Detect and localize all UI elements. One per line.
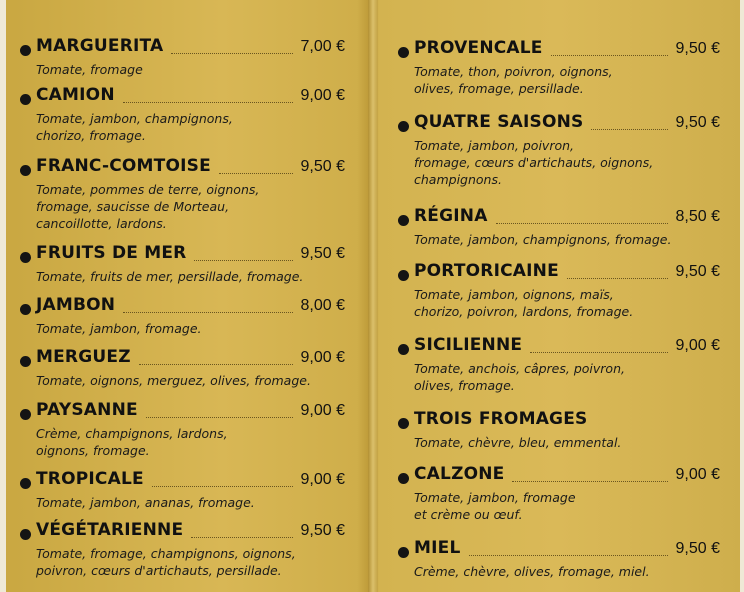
bullet-icon [20, 45, 31, 56]
dot-leader [567, 278, 668, 279]
bullet-icon [398, 344, 409, 355]
item-name: TROIS FROMAGES [414, 409, 588, 429]
menu-item [20, 243, 345, 285]
item-description: Crème, chèvre, olives, fromage, miel. [414, 564, 650, 579]
item-name: TROPICALE [36, 469, 144, 489]
bullet-icon [398, 473, 409, 484]
bullet-icon [20, 94, 31, 105]
dot-leader [496, 223, 668, 224]
item-description: Tomate, chèvre, bleu, emmental. [414, 435, 622, 450]
item-description: Tomate, jambon, fromage et crème ou œuf. [414, 490, 576, 522]
item-name: FRANC-COMTOISE [36, 156, 211, 176]
dot-leader [152, 486, 293, 487]
menu-item [20, 347, 345, 389]
page-edge-left [0, 0, 6, 592]
dot-leader [591, 129, 667, 130]
bullet-icon [20, 478, 31, 489]
bullet-icon [20, 409, 31, 420]
bullet-icon [398, 215, 409, 226]
item-description: Tomate, fromage, champignons, oignons, poivron, cœurs d'artichauts, persillade. [36, 546, 296, 578]
item-description: Tomate, jambon, ananas, fromage. [36, 495, 255, 510]
item-name: MIEL [414, 538, 461, 558]
item-description: Tomate, thon, poivron, oignons, olives, fromage, persillade. [414, 64, 613, 96]
menu-item [20, 469, 345, 511]
bullet-icon [398, 418, 409, 429]
bullet-icon [398, 547, 409, 558]
menu-item [20, 85, 345, 144]
menu-fold [368, 0, 378, 592]
item-name: QUATRE SAISONS [414, 112, 584, 132]
item-price: 9,50 € [675, 40, 720, 57]
item-price: 8,00 € [300, 297, 345, 314]
item-description: Tomate, fromage [36, 62, 143, 77]
bullet-icon [398, 121, 409, 132]
item-price: 9,50 € [300, 158, 345, 175]
bullet-icon [398, 270, 409, 281]
item-description: Tomate, anchois, câpres, poivron, olives, fromage. [414, 361, 625, 393]
item-name: MARGUERITA [36, 36, 164, 56]
menu-item [398, 261, 720, 320]
item-price: 9,50 € [675, 114, 720, 131]
menu-item [398, 538, 720, 580]
item-price: 9,50 € [675, 263, 720, 280]
bullet-icon [20, 356, 31, 367]
menu-item [398, 335, 720, 394]
item-description: Tomate, fruits de mer, persillade, fromage. [36, 269, 304, 284]
dot-leader [191, 537, 292, 538]
menu-item [20, 36, 345, 78]
menu-item [398, 112, 720, 188]
menu-item [398, 409, 720, 451]
bullet-icon [20, 165, 31, 176]
bullet-icon [20, 304, 31, 315]
item-description: Tomate, jambon, champignons, chorizo, fromage. [36, 111, 233, 143]
bullet-icon [398, 47, 409, 58]
dot-leader [123, 312, 292, 313]
item-name: PORTORICAINE [414, 261, 559, 281]
dot-leader [219, 173, 293, 174]
item-description: Tomate, pommes de terre, oignons, fromage, saucisse de Morteau, cancoillotte, lardons. [36, 182, 260, 231]
menu-item [20, 400, 345, 459]
item-price: 9,00 € [675, 337, 720, 354]
dot-leader [530, 352, 667, 353]
item-name: SICILIENNE [414, 335, 523, 355]
item-description: Tomate, jambon, poivron, fromage, cœurs d'artichauts, oignons, champignons. [414, 138, 654, 187]
item-name: CAMION [36, 85, 115, 105]
menu-item [398, 38, 720, 97]
item-price: 9,50 € [300, 522, 345, 539]
item-description: Tomate, jambon, oignons, maïs, chorizo, poivron, lardons, fromage. [414, 287, 634, 319]
menu-item [398, 206, 720, 248]
item-description: Tomate, jambon, fromage. [36, 321, 202, 336]
item-price: 9,50 € [300, 245, 345, 262]
item-price: 9,00 € [675, 466, 720, 483]
menu-item [20, 295, 345, 337]
dot-leader [194, 260, 292, 261]
item-price: 7,00 € [300, 38, 345, 55]
dot-leader [139, 364, 293, 365]
item-price: 8,50 € [675, 208, 720, 225]
item-description: Tomate, oignons, merguez, olives, fromage. [36, 373, 311, 388]
dot-leader [146, 417, 293, 418]
dot-leader [551, 55, 668, 56]
item-name: MERGUEZ [36, 347, 131, 367]
menu-item [20, 520, 345, 579]
menu-item [398, 464, 720, 523]
item-price: 9,00 € [300, 471, 345, 488]
page-edge-right [740, 0, 744, 592]
item-price: 9,00 € [300, 87, 345, 104]
item-name: FRUITS DE MER [36, 243, 187, 263]
item-name: JAMBON [36, 295, 116, 315]
item-name: RÉGINA [414, 206, 488, 226]
bullet-icon [20, 252, 31, 263]
item-description: Crème, champignons, lardons, oignons, fromage. [36, 426, 228, 458]
item-description: Tomate, jambon, champignons, fromage. [414, 232, 672, 247]
item-name: PAYSANNE [36, 400, 138, 420]
dot-leader [123, 102, 293, 103]
item-name: PROVENCALE [414, 38, 543, 58]
dot-leader [469, 555, 668, 556]
bullet-icon [20, 529, 31, 540]
item-price: 9,50 € [675, 540, 720, 557]
dot-leader [171, 53, 292, 54]
menu-item [20, 156, 345, 232]
item-name: CALZONE [414, 464, 505, 484]
item-name: VÉGÉTARIENNE [36, 520, 184, 540]
item-price: 9,00 € [300, 402, 345, 419]
dot-leader [512, 481, 667, 482]
item-price: 9,00 € [300, 349, 345, 366]
